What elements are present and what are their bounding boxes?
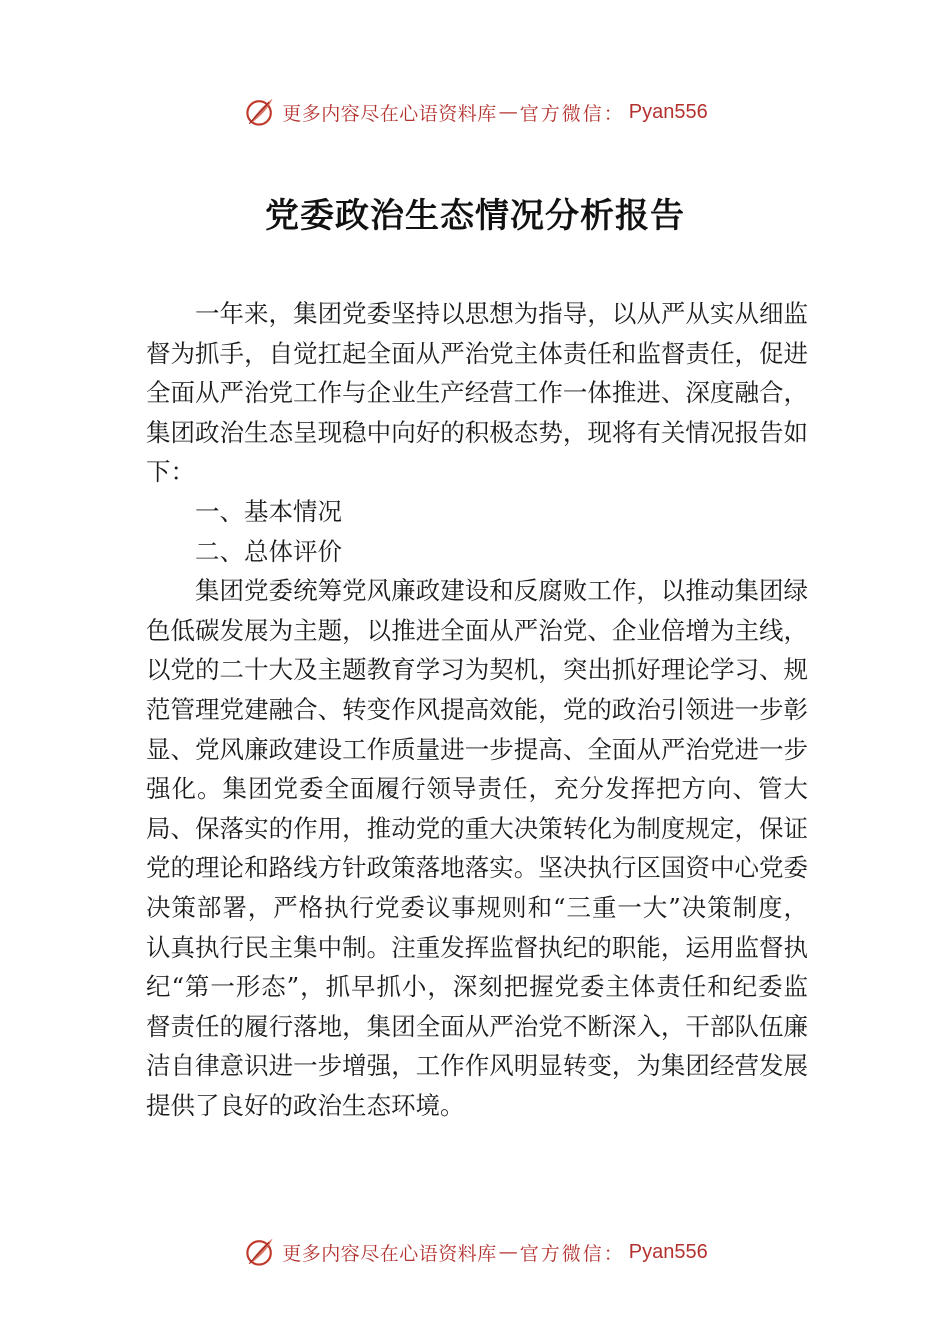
document-title: 党委政治生态情况分析报告 [265,196,685,236]
watermark-wechat-id: Pyan556 [628,100,708,123]
watermark-wechat-id: Pyan556 [628,1240,708,1263]
watermark-wechat-label: 官方微信： [519,1242,625,1265]
section-heading-basic: 一、基本情况 [195,496,342,526]
watermark-text: 更多内容尽在心语资料库 [282,1242,497,1265]
evaluation-paragraph: 集团党委统筹党风廉政建设和反腐败工作，以推动集团绿色低碳发展为主题，以推进全面从严治党、企业倍增为主线，以党的二十大及主题教育学习为契机，突出抓好理论学习、规范管理党建融合、转变作风提高效能，党的政治引领进一步彰显、党风廉政建设工作质量进一步提高、全面从严治党进一步强化。集团党委全面履行领导责任，充分发挥把方向、管大局、保落实的作用，推动党的重大决策转化为制度规定，保证党的理论和路线方针政策落地落实。坚决执行区国资中心党委决策部署，严格执行党委议事规则和“三重一大”决策制度，认真执行民主集中制。注重发挥监督执纪的职能，运用监督执纪“第一形态”，抓早抓小，深刻把握党委主体责任和纪委监督责任的履行落地，集团全面从严治党不断深入，干部队伍廉洁自律意识进一步增强，工作作风明显转变，为集团经营发展提供了良好的政治生态环境。 [146,576,808,1120]
watermark-banner-bottom [0,1232,950,1272]
watermark-dash: — [498,1241,518,1263]
watermark-banner-top [0,92,950,132]
watermark-wechat-label: 官方微信： [519,102,625,125]
feather-logo-icon [242,94,278,130]
watermark-text: 更多内容尽在心语资料库 [282,102,497,125]
intro-paragraph: 一年来，集团党委坚持以思想为指导，以从严从实从细监督为抓手，自觉扛起全面从严治党主体责任和监督责任，促进全面从严治党工作与企业生产经营工作一体推进、深度融合，集团政治生态呈现稳中向好的积极态势，现将有关情况报告如下： [146,299,808,487]
section-heading-overall: 二、总体评价 [195,536,342,566]
document-body [146,294,808,1125]
feather-logo-icon [242,1234,278,1270]
watermark-dash: — [498,101,518,123]
